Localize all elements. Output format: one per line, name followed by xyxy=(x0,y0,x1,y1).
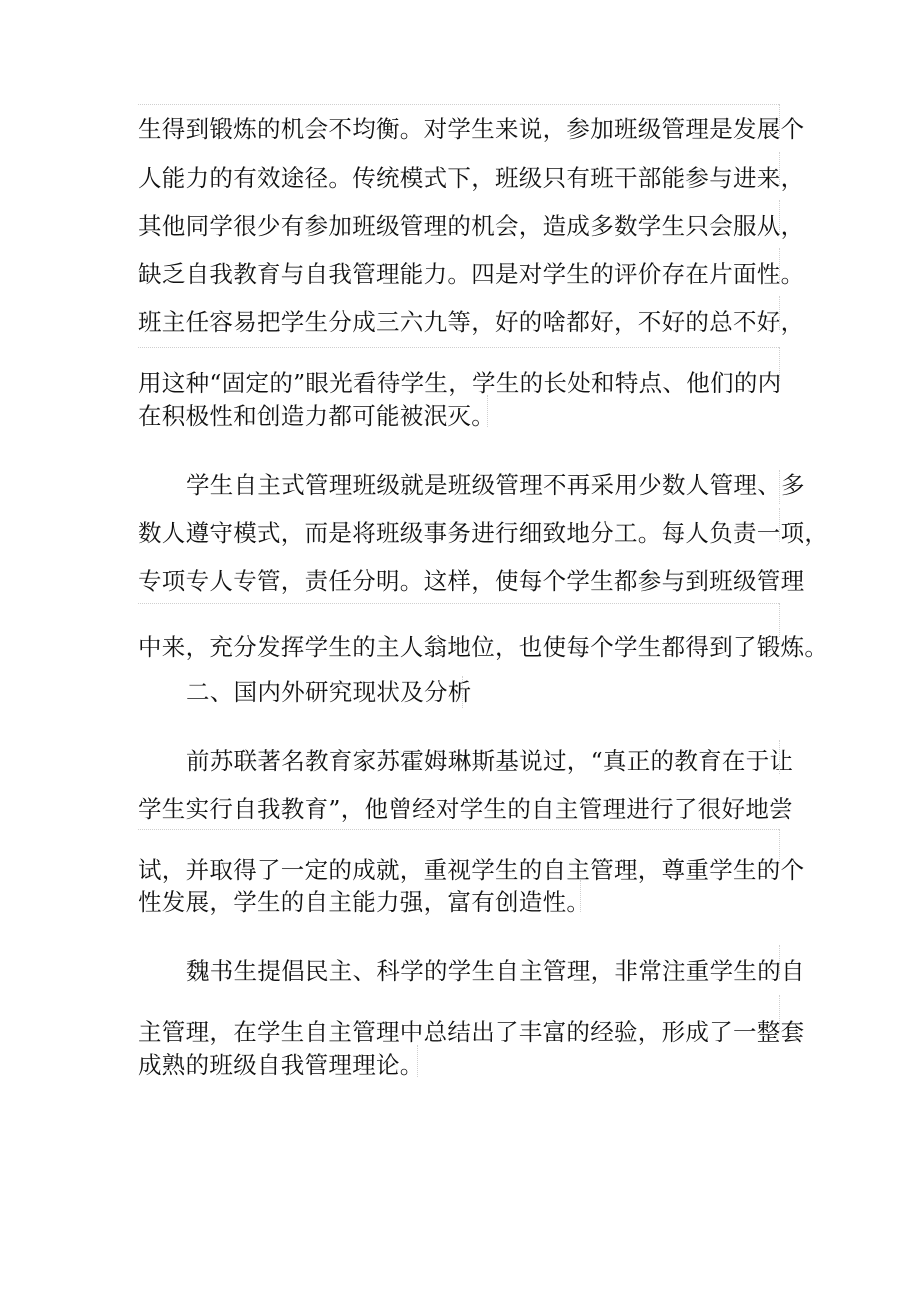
frame-guide xyxy=(779,995,780,1029)
frame-guide xyxy=(779,945,780,979)
frame-guide xyxy=(779,104,780,138)
frame-guide xyxy=(462,676,463,708)
paragraph-line: 试，并取得了一定的成就，重视学生的自主管理，尊重学生的个 xyxy=(138,856,805,884)
paragraph-line: 用这种“固定的”眼光看待学生，学生的长处和特点、他们的内 xyxy=(138,369,782,397)
frame-guide xyxy=(779,829,780,863)
frame-guide xyxy=(779,740,780,774)
paragraph-line: 在积极性和创造力都可能被泯灭。 xyxy=(138,402,495,430)
paragraph-line: 学生自主式管理班级就是班级管理不再采用少数人管理、多 xyxy=(186,471,805,499)
paragraph-line: 缺乏自我教育与自我管理能力。四是对学生的评价存在片面性。 xyxy=(138,260,805,288)
paragraph-line: 专项专人专管，责任分明。这样，使每个学生都参与到班级管理 xyxy=(138,567,805,595)
paragraph-line: 人能力的有效途径。传统模式下，班级只有班干部能参与进来， xyxy=(138,164,805,192)
paragraph-line: 其他同学很少有参加班级管理的机会，造成多数学生只会服从， xyxy=(138,212,805,240)
paragraph-line: 前苏联著名教育家苏霍姆琳斯基说过，“真正的教育在于让 xyxy=(186,747,794,775)
frame-guide xyxy=(779,200,780,234)
frame-guide xyxy=(779,248,780,282)
paragraph-line: 性发展，学生的自主能力强，富有创造性。 xyxy=(138,888,591,916)
paragraph-line: 学生实行自我教育”，他曾经对学生的自主管理进行了很好地尝 xyxy=(138,795,793,823)
frame-guide xyxy=(779,603,780,637)
paragraph-line: 数人遵守模式，而是将班级事务进行细致地分工。每人负责一项， xyxy=(138,519,829,547)
paragraph-line: 魏书生提倡民主、科学的学生自主管理，非常注重学生的自 xyxy=(186,957,805,985)
frame-guide xyxy=(487,395,488,427)
paragraph-line: 成熟的班级自我管理理论。 xyxy=(138,1051,424,1079)
paragraph-line: 中来，充分发挥学生的主人翁地位，也使每个学生都得到了锻炼。 xyxy=(138,633,829,661)
frame-guide xyxy=(417,1045,418,1077)
paragraph-line: 班主任容易把学生分成三六九等，好的啥都好，不好的总不好， xyxy=(138,308,805,336)
frame-guide xyxy=(580,880,581,912)
frame-guide xyxy=(779,508,780,542)
frame-guide xyxy=(779,470,780,504)
paragraph-line: 生得到锻炼的机会不均衡。对学生来说，参加班级管理是发展个 xyxy=(138,115,805,143)
frame-guide xyxy=(779,152,780,186)
frame-guide xyxy=(138,104,779,105)
frame-guide xyxy=(138,829,779,830)
frame-guide xyxy=(138,603,779,604)
paragraph-line: 主管理，在学生自主管理中总结出了丰富的经验，形成了一整套 xyxy=(138,1018,805,1046)
frame-guide xyxy=(779,296,780,330)
frame-guide xyxy=(779,347,780,381)
frame-guide xyxy=(138,347,779,348)
section-heading: 二、国内外研究现状及分析 xyxy=(186,678,472,706)
